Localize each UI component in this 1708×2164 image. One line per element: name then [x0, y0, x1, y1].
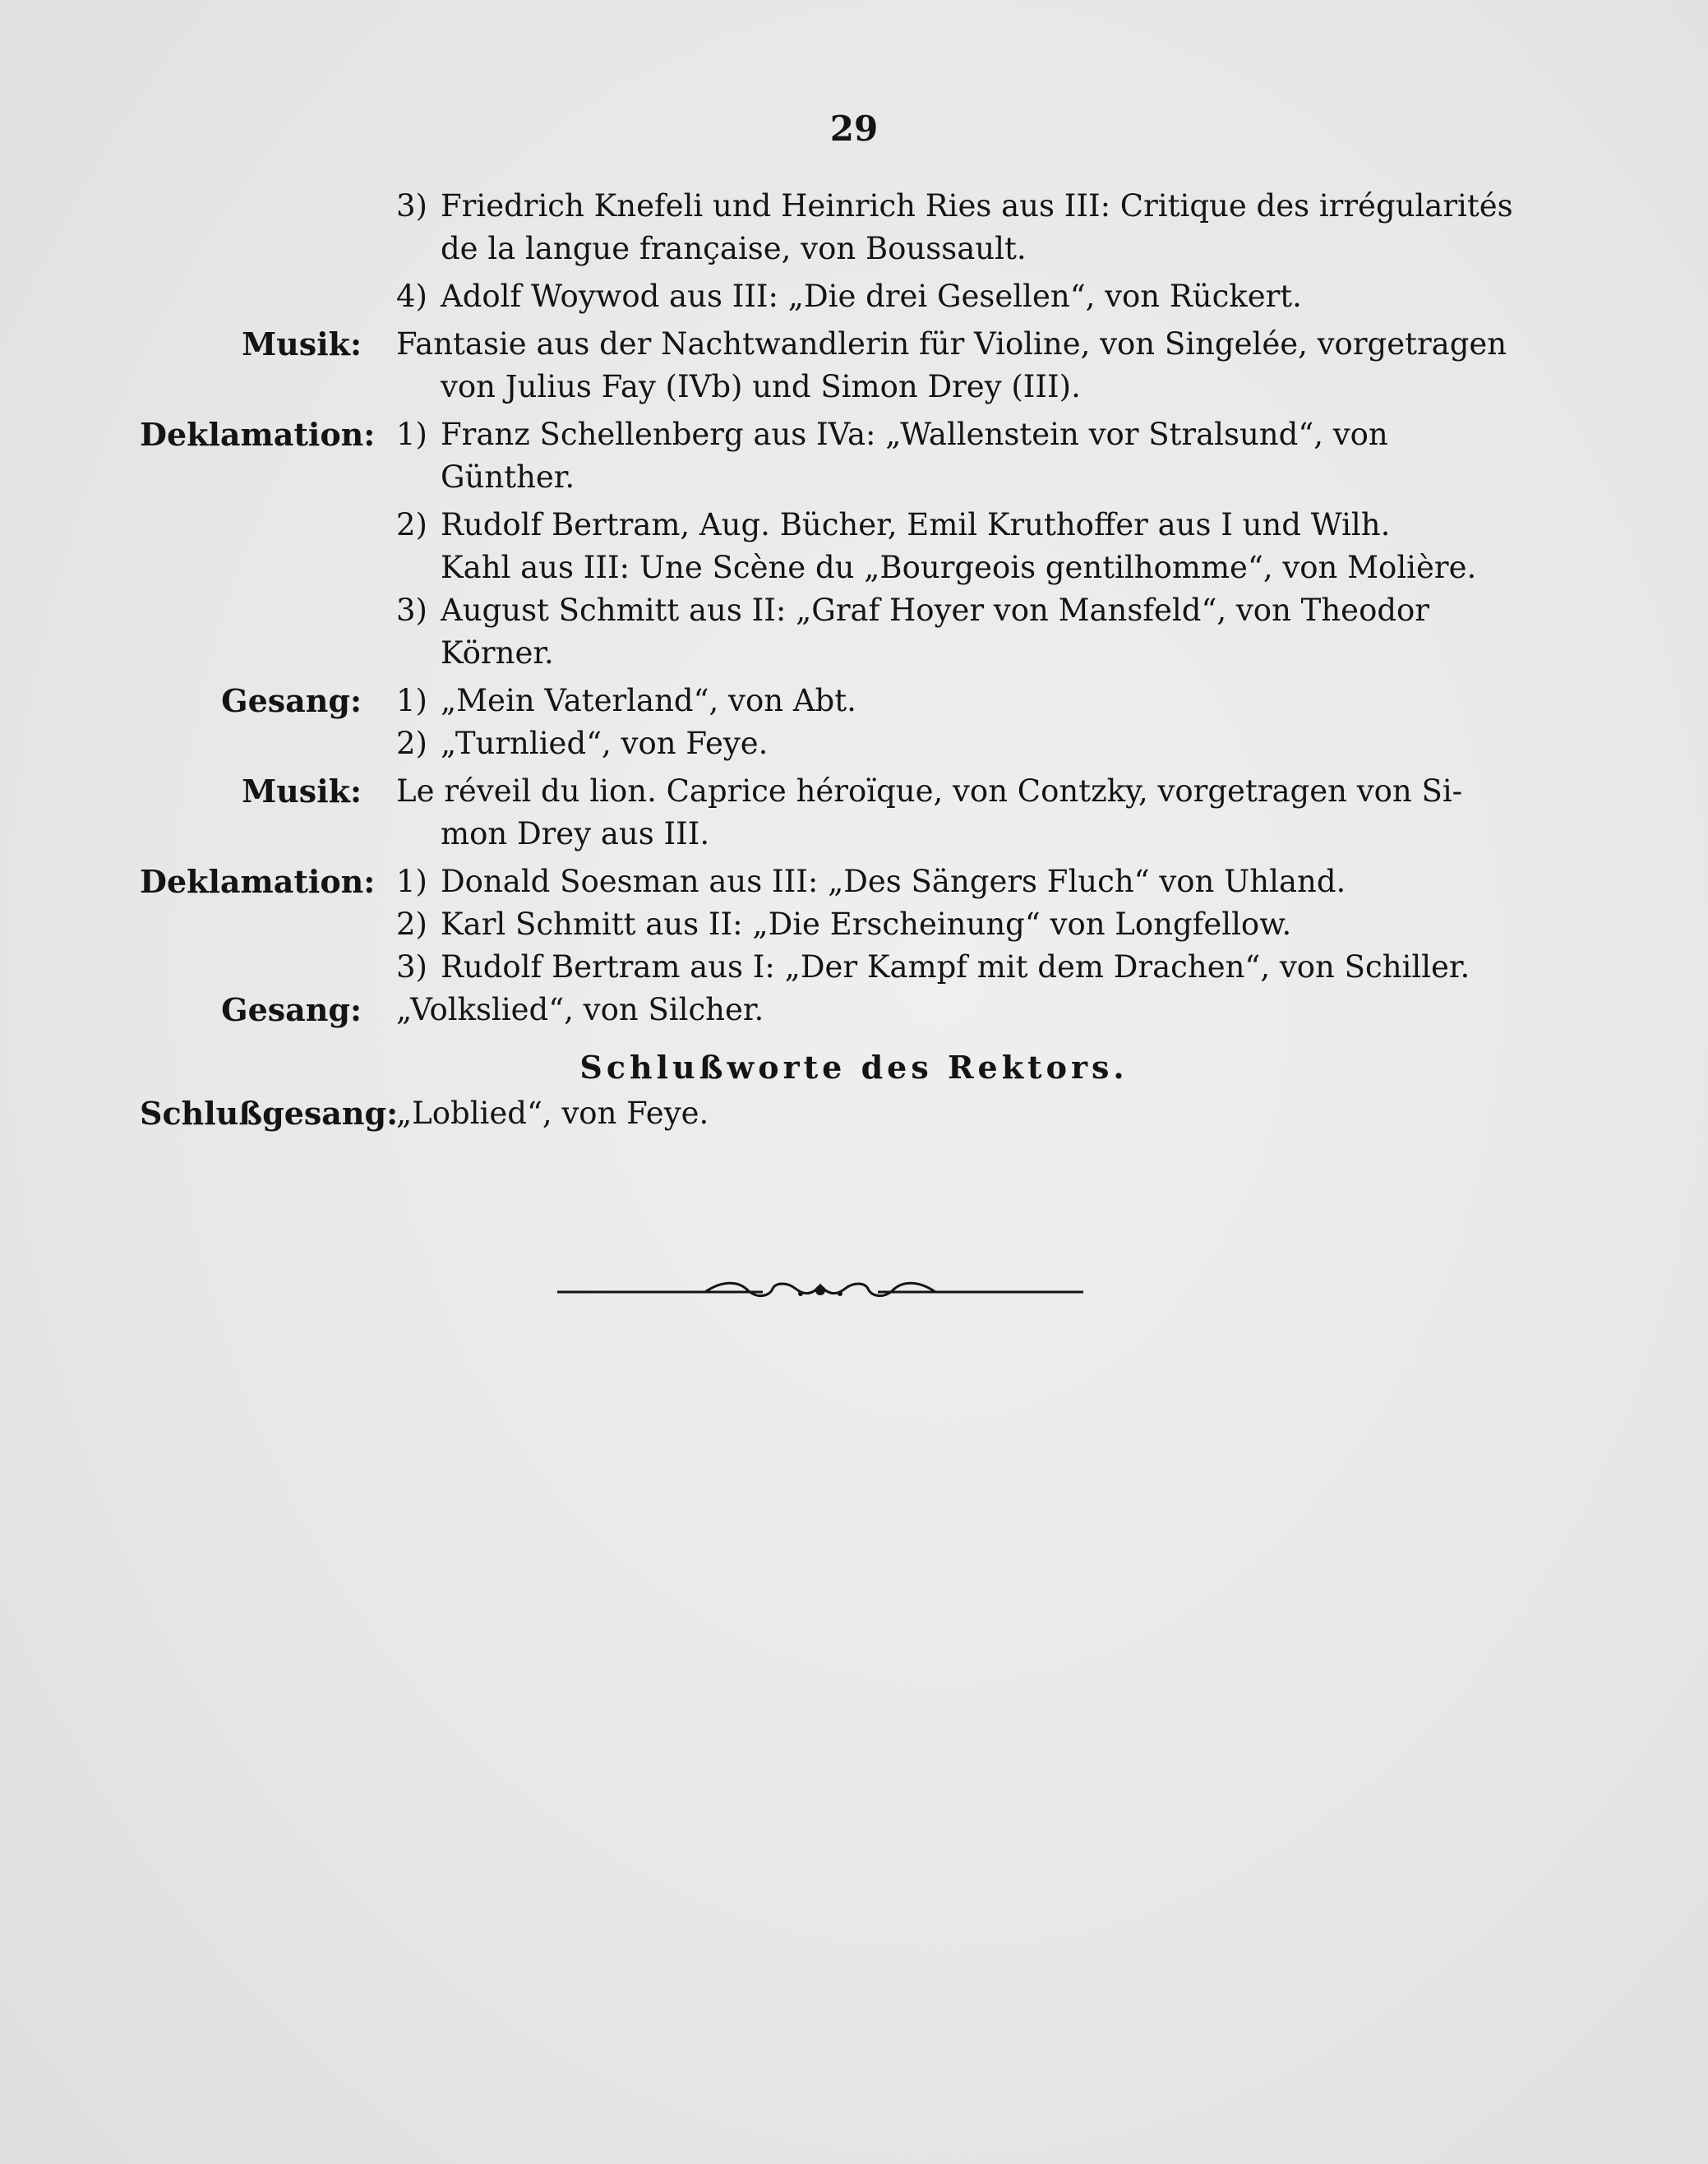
program-row: [0, 989, 1708, 1031]
item-continuation: de la langue française, von Boussault.: [441, 231, 1027, 266]
program-row: [0, 722, 1708, 765]
item-number: 2): [396, 507, 427, 542]
item-text: August Schmitt aus II: „Graf Hoyer von Mansfeld“, von Theodor: [441, 593, 1429, 628]
item-number: 3): [396, 188, 427, 224]
program-row: [0, 1092, 1708, 1135]
item-continuation: mon Drey aus III.: [441, 816, 710, 851]
item-text: „Mein Vaterland“, von Abt.: [441, 683, 856, 718]
section-label-deklamation: Deklamation:: [140, 863, 376, 900]
item-text: „Volkslied“, von Silcher.: [396, 992, 764, 1027]
program-row: [0, 185, 1708, 228]
program-row: [0, 275, 1708, 318]
item-continuation: Günther.: [441, 459, 575, 495]
program-row: [0, 903, 1708, 946]
program-row: [0, 680, 1708, 722]
item-number: 3): [396, 949, 427, 985]
item-number: 1): [396, 683, 427, 718]
program-row: [0, 456, 1708, 499]
closing-heading: Schlußworte des Rektors.: [579, 1049, 1129, 1086]
item-text: Donald Soesman aus III: „Des Sängers Fluch“ von Uhland.: [441, 864, 1346, 899]
item-number: 1): [396, 417, 427, 452]
item-continuation: Körner.: [441, 635, 554, 671]
ornament-divider-icon: [557, 1272, 1083, 1312]
item-continuation: Kahl aus III: Une Scène du „Bourgeois gentilhomme“, von Molière.: [441, 550, 1477, 585]
program-row: [0, 861, 1708, 903]
program-row: [0, 813, 1708, 856]
item-text: Rudolf Bertram, Aug. Bücher, Emil Kruthoffer aus I und Wilh.: [441, 507, 1391, 542]
item-text: Karl Schmitt aus II: „Die Erscheinung“ von Longfellow.: [441, 907, 1292, 942]
section-label-musik: Musik:: [242, 325, 362, 362]
item-text: Rudolf Bertram aus I: „Der Kampf mit dem Drachen“, von Schiller.: [441, 949, 1470, 985]
program-row: [0, 589, 1708, 632]
program-row: [0, 413, 1708, 456]
program-row: [0, 547, 1708, 589]
item-text: Le réveil du lion. Caprice héroïque, von Contzky, vorgetragen von Si-: [396, 773, 1463, 809]
item-text: Adolf Woywod aus III: „Die drei Gesellen“, von Rückert.: [441, 279, 1302, 314]
section-label-gesang: Gesang:: [221, 991, 362, 1028]
program-row: [0, 228, 1708, 270]
program-row: [0, 632, 1708, 675]
item-number: 4): [396, 279, 427, 314]
section-label-gesang: Gesang:: [221, 682, 362, 719]
item-number: 3): [396, 593, 427, 628]
page-number: 29: [829, 108, 879, 149]
program-row: [0, 770, 1708, 813]
item-number: 1): [396, 864, 427, 899]
program-list: [0, 185, 1708, 1135]
item-text: Fantasie aus der Nachtwandlerin für Violine, von Singelée, vorgetragen: [396, 326, 1507, 362]
program-row: [0, 946, 1708, 989]
item-number: 2): [396, 907, 427, 942]
section-label-musik: Musik:: [242, 773, 362, 810]
item-text: Franz Schellenberg aus IVa: „Wallenstein vor Stralsund“, von: [441, 417, 1388, 452]
section-label-schlussgesang: Schlußgesang:: [140, 1095, 399, 1132]
item-text: „Turnlied“, von Feye.: [441, 726, 769, 761]
item-text: Friedrich Knefeli und Heinrich Ries aus III: Critique des irrégularités: [441, 188, 1513, 224]
item-number: 2): [396, 726, 427, 761]
section-label-deklamation: Deklamation:: [140, 416, 376, 453]
program-row: [0, 504, 1708, 547]
program-row: [0, 366, 1708, 408]
program-row: [0, 323, 1708, 366]
item-continuation: von Julius Fay (IVb) und Simon Drey (III).: [441, 369, 1081, 404]
item-text: „Loblied“, von Feye.: [396, 1096, 709, 1131]
